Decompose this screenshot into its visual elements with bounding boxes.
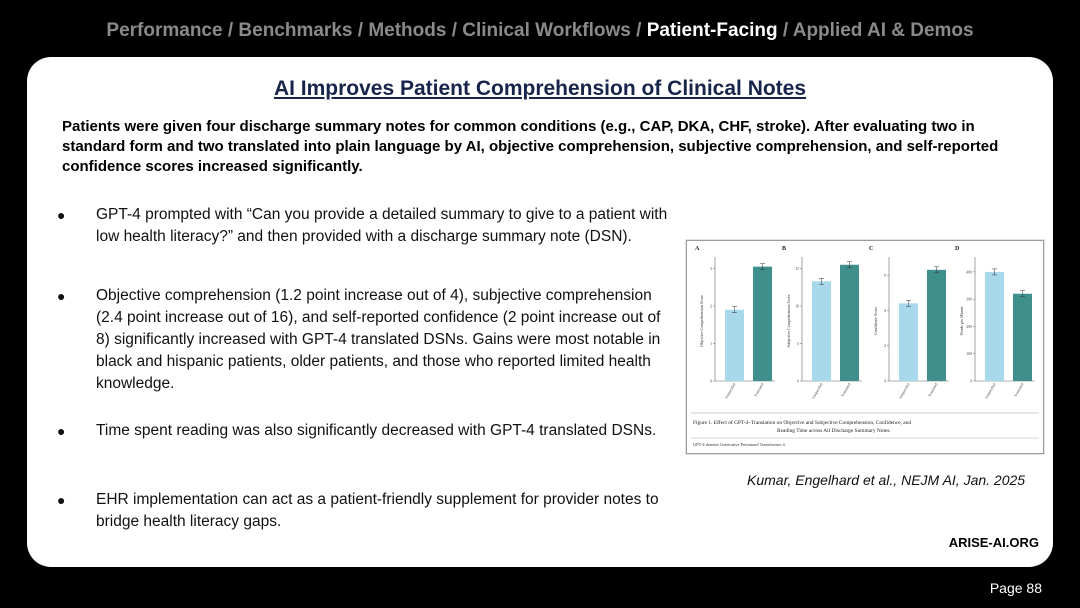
breadcrumb-separator: / [446, 20, 463, 41]
panel-label: B [782, 246, 787, 252]
y-tick-label: 15 [795, 267, 799, 271]
bullet-dot-icon: ● [57, 207, 66, 223]
breadcrumb [0, 20, 1080, 42]
bullet-item [57, 489, 677, 533]
x-tick-label: Translated [753, 382, 765, 398]
bar [753, 267, 772, 381]
slide-intro: Patients were given four discharge summary notes for common conditions (e.g., CAP, DKA, CHF, stroke). After evaluating two in standard form and two translated into plain language by AI, objective comprehension, subjective comprehension, and self-reported confidence scores increased significantly. [62, 118, 999, 175]
y-tick-label: 100 [966, 352, 972, 357]
y-tick-label: 2 [884, 344, 886, 349]
y-tick-label: 0 [884, 379, 886, 384]
bullet-item [57, 420, 677, 442]
figure-caption: Figure 1. Effect of GPT-4–Translation on Objective and Subjective Comprehension, Confidence, and [693, 420, 912, 426]
breadcrumb-separator: / [352, 20, 369, 41]
citation: Kumar, Engelhard et al., NEJM AI, Jan. 2025 [747, 472, 1026, 488]
x-tick-label: Unspecified [898, 382, 911, 400]
y-tick-label: 0 [797, 379, 799, 384]
panel-label: C [869, 246, 874, 252]
y-tick-label: 2 [710, 304, 712, 309]
y-tick-label: 0 [710, 379, 712, 384]
bullet-text: GPT-4 prompted with “Can you provide a detailed summary to give to a patient with low health literacy?” and then provided with a discharge summary note (DSN). [96, 206, 668, 245]
slide-card [27, 57, 1053, 567]
figure-panel [686, 240, 1044, 454]
x-tick-label: Unspecified [724, 382, 737, 400]
breadcrumb-item[interactable]: Benchmarks [238, 20, 353, 41]
slide-title: AI Improves Patient Comprehension of Clinical Notes [273, 77, 807, 100]
bullet-item [57, 204, 677, 248]
bar [725, 310, 744, 381]
brand-label: ARISE-AI.ORG [948, 535, 1039, 550]
breadcrumb-item[interactable]: Applied AI & Demos [792, 20, 974, 41]
bar [812, 281, 831, 381]
y-axis-label: Words per Minute [959, 306, 964, 336]
breadcrumb-item[interactable]: Performance [106, 20, 223, 41]
x-tick-label: Unspecified [811, 382, 824, 400]
breadcrumb-item[interactable]: Clinical Workflows [462, 20, 631, 41]
panel-label: A [695, 246, 700, 252]
y-tick-label: 10 [795, 304, 799, 309]
y-tick-label: 6 [884, 273, 886, 278]
y-tick-label: 300 [966, 297, 972, 302]
x-tick-label: Unspecified [984, 382, 997, 400]
breadcrumb-item[interactable]: Methods [368, 20, 447, 41]
figure-caption: Reading Time across All Discharge Summary Notes. [777, 428, 891, 434]
y-tick-label: 4 [884, 308, 886, 313]
bullet-item [57, 285, 677, 395]
bullet-text: Objective comprehension (1.2 point increase out of 4), subjective comprehension (2.4 point increase out of 16), and self-reported confidence (2 point increase out of 8) significantly increased with GPT-4 translated DSNs. Gains were most notable in black and hispanic patients, older patients, and those who reported limited health knowledge. [96, 287, 661, 392]
y-tick-label: 5 [797, 342, 799, 346]
breadcrumb-item[interactable]: Patient-Facing [646, 20, 778, 41]
bullet-text: Time spent reading was also significantly decreased with GPT-4 translated DSNs. [96, 422, 657, 439]
y-axis-label: Objective Comprehension Score [699, 295, 704, 347]
y-axis-label: Subjective Comprehension Score [786, 294, 791, 348]
figure-footnote: GPT-4 denotes Generative Pretrained Transformer 4. [693, 442, 786, 447]
breadcrumb-separator: / [630, 20, 647, 41]
bar [840, 265, 859, 381]
page-number: Page 88 [989, 580, 1042, 596]
y-tick-label: 200 [966, 324, 972, 329]
y-tick-label: 400 [966, 270, 972, 275]
y-tick-label: 0 [970, 379, 972, 384]
bullet-dot-icon: ● [57, 492, 66, 508]
y-tick-label: 1 [710, 342, 712, 346]
panel-label: D [955, 246, 960, 252]
bar [1013, 294, 1032, 381]
bar [899, 303, 918, 381]
x-tick-label: Translated [927, 382, 939, 398]
breadcrumb-separator: / [222, 20, 239, 41]
x-tick-label: Translated [840, 382, 852, 398]
x-tick-label: Translated [1013, 382, 1025, 398]
bullet-dot-icon: ● [57, 288, 66, 304]
bar [985, 272, 1004, 381]
y-tick-label: 3 [710, 267, 712, 271]
comprehension-bar-charts [687, 241, 1043, 453]
bullet-dot-icon: ● [57, 423, 66, 439]
y-axis-label: Confidence Score [873, 306, 878, 336]
bullet-text: EHR implementation can act as a patient-friendly supplement for provider notes to bridge health literacy gaps. [96, 491, 659, 530]
breadcrumb-separator: / [777, 20, 793, 41]
bar [927, 270, 946, 381]
